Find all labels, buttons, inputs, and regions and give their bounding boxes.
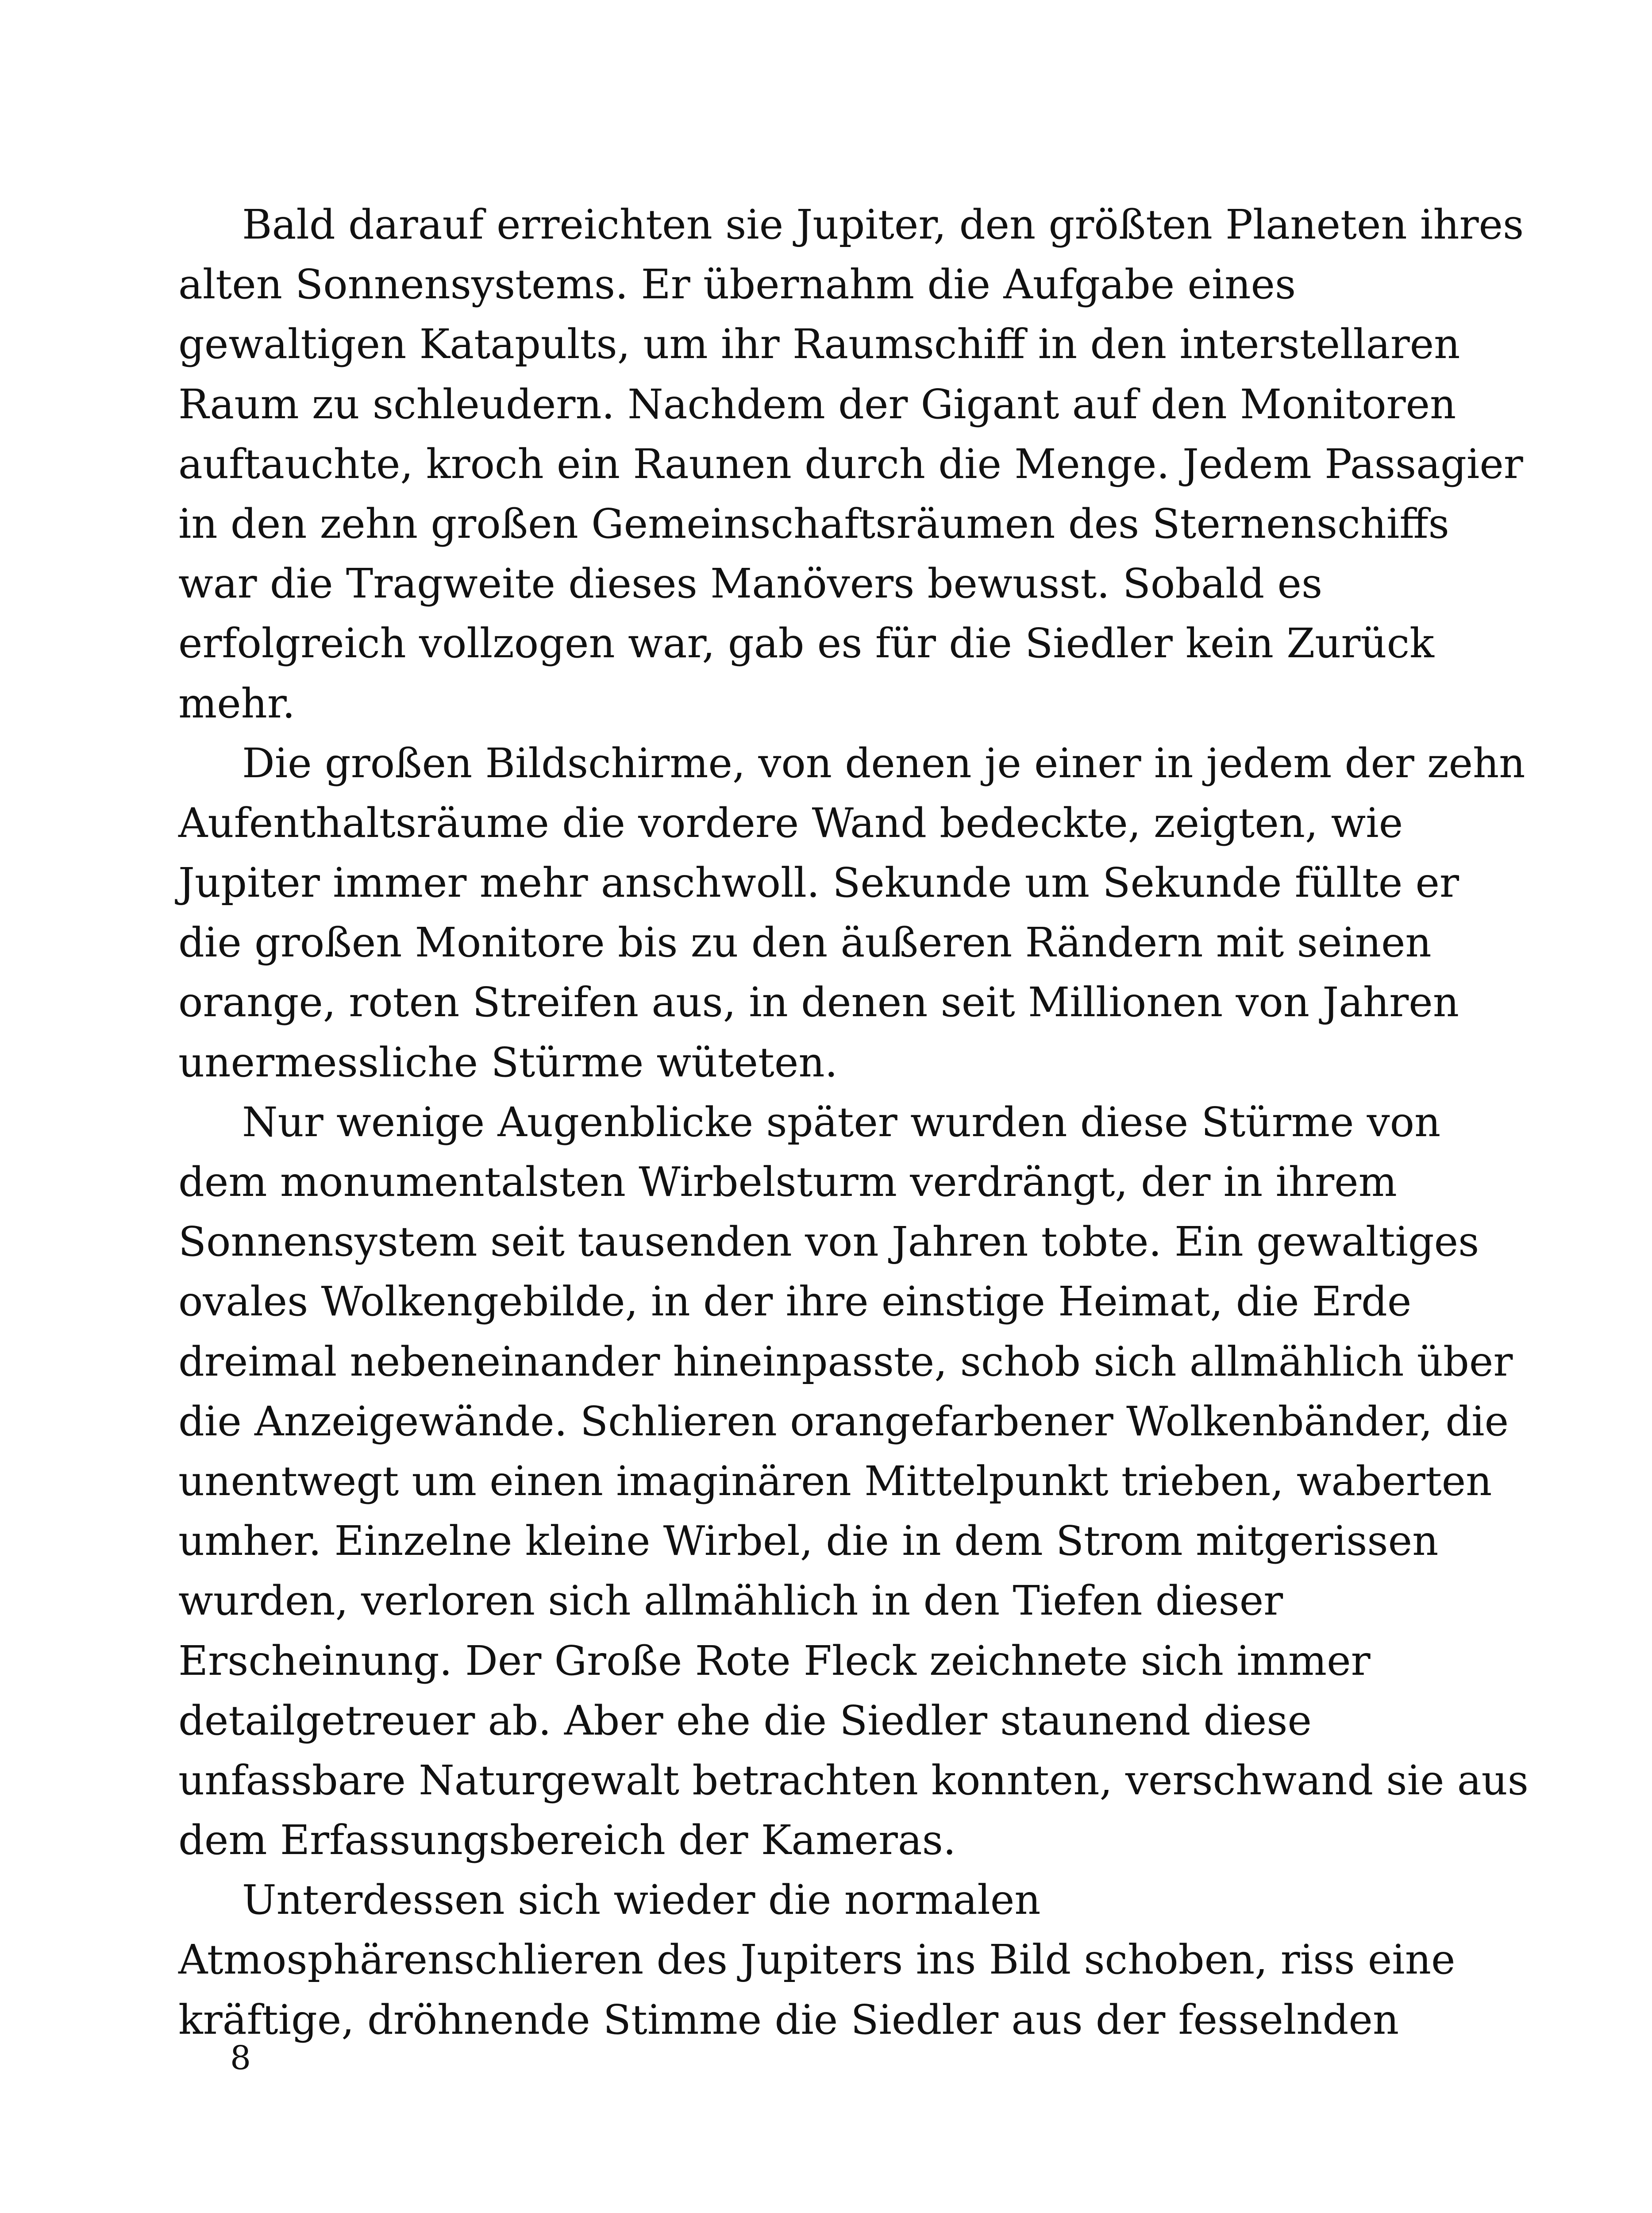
paragraph-1 <box>178 195 1524 733</box>
text-line: Aufenthaltsräume die vordere Wand bedeckte, zeigten, wie <box>178 799 1403 847</box>
text-line: Unterdessen sich wieder die normalen <box>242 1876 1041 1924</box>
text-line: orange, roten Streifen aus, in denen seit Millionen von Jahren <box>178 979 1459 1026</box>
text-line: unermessliche Stürme wüteten. <box>178 1038 838 1086</box>
text-line: Atmosphärenschlieren des Jupiters ins Bild schoben, riss eine <box>178 1936 1456 1984</box>
text-line: umher. Einzelne kleine Wirbel, die in dem Strom mitgerissen <box>178 1517 1439 1565</box>
paragraph-2 <box>178 733 1525 1092</box>
text-line: die großen Monitore bis zu den äußeren Rändern mit seinen <box>178 919 1432 967</box>
text-line: Die großen Bildschirme, von denen je einer in jedem der zehn <box>242 739 1525 787</box>
text-line: unentwegt um einen imaginären Mittelpunkt trieben, waberten <box>178 1457 1492 1505</box>
text-line: detailgetreuer ab. Aber ehe die Siedler staunend diese <box>178 1696 1312 1744</box>
text-line: alten Sonnensystems. Er übernahm die Aufgabe eines <box>178 261 1296 308</box>
text-line: auftauchte, kroch ein Raunen durch die Menge. Jedem Passagier <box>178 440 1523 488</box>
text-line: in den zehn großen Gemeinschaftsräumen des Sternenschiffs <box>178 500 1449 547</box>
text-line: erfolgreich vollzogen war, gab es für die Siedler kein Zurück <box>178 620 1434 667</box>
text-line: Bald darauf erreichten sie Jupiter, den größten Planeten ihres <box>242 201 1524 248</box>
page-number: 8 <box>230 2039 251 2077</box>
text-line: Nur wenige Augenblicke später wurden diese Stürme von <box>242 1098 1441 1146</box>
text-line: Raum zu schleudern. Nachdem der Gigant auf den Monitoren <box>178 380 1456 428</box>
text-line: dem Erfassungsbereich der Kameras. <box>178 1816 956 1864</box>
body-text <box>178 195 1529 2050</box>
text-line: unfassbare Naturgewalt betrachten konnten, verschwand sie aus <box>178 1756 1529 1804</box>
paragraph-3 <box>178 1092 1529 1870</box>
text-line: gewaltigen Katapults, um ihr Raumschiff in den interstellaren <box>178 320 1460 368</box>
text-line: kräftige, dröhnende Stimme die Siedler aus der fesselnden <box>178 1996 1399 2043</box>
text-line: ovales Wolkengebilde, in der ihre einstige Heimat, die Erde <box>178 1278 1412 1326</box>
text-line: dreimal nebeneinander hineinpasste, schob sich allmählich über <box>178 1338 1513 1385</box>
text-line: dem monumentalsten Wirbelsturm verdrängt, der in ihrem <box>178 1158 1397 1206</box>
text-line: Erscheinung. Der Große Rote Fleck zeichnete sich immer <box>178 1637 1371 1685</box>
paragraph-4 <box>178 1870 1474 2050</box>
text-line: wurden, verloren sich allmählich in den Tiefen dieser <box>178 1577 1283 1625</box>
text-line: war die Tragweite dieses Manövers bewusst. Sobald es <box>178 560 1323 608</box>
text-line: die Anzeigewände. Schlieren orangefarbener Wolkenbänder, die <box>178 1397 1509 1445</box>
text-line: mehr. <box>178 679 296 727</box>
text-line: Sonnensystem seit tausenden von Jahren tobte. Ein gewaltiges <box>178 1218 1479 1266</box>
text-line: Jupiter immer mehr anschwoll. Sekunde um Sekunde füllte er <box>178 859 1459 907</box>
